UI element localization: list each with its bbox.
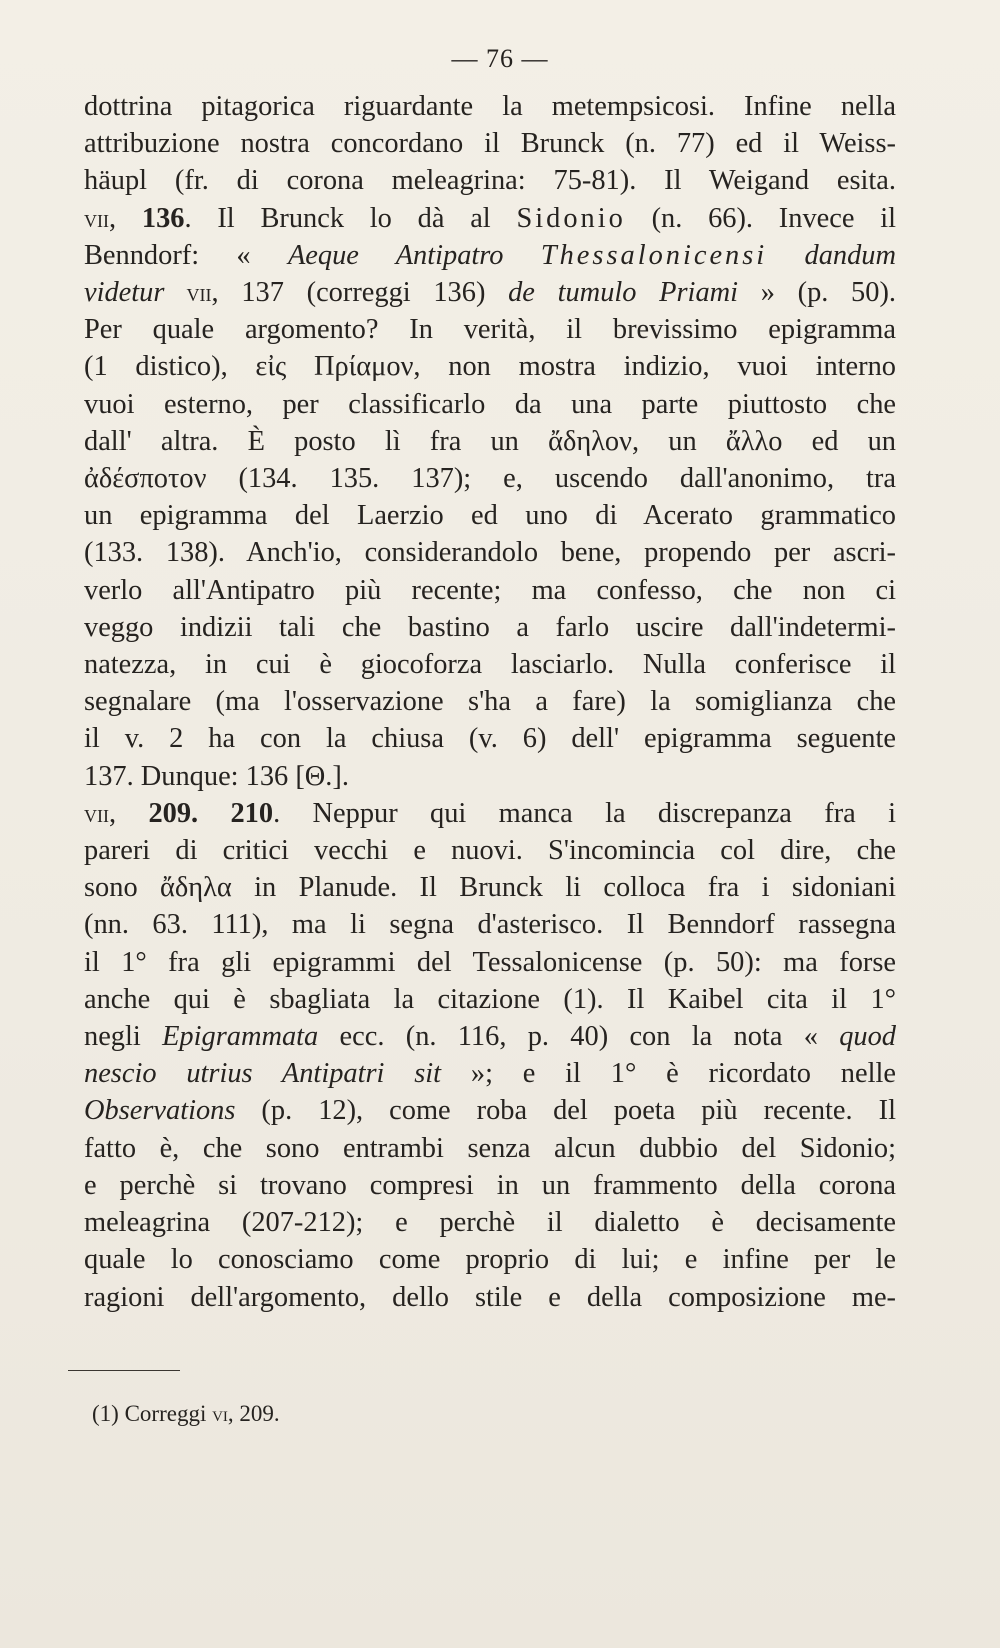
spaced-name: Sidonio <box>516 202 626 234</box>
text-line-epigram-136: vii, 136. Il Brunck lo dà al Sidonio (n. 66). Invece il <box>84 202 896 234</box>
text-line-quote: nescio utrius Antipatri sit »; e il 1° è ricordato nelle <box>84 1058 896 1090</box>
text-line: anche qui è sbagliata la citazione (1). Il Kaibel cita il 1° <box>84 983 896 1015</box>
text-line-quote-end: videtur vii, 137 (correggi 136) de tumulo Priami » (p. 50). <box>84 277 897 309</box>
book-numeral: vii <box>84 203 109 233</box>
footnote: (1) Correggi vi, 209. <box>92 1401 280 1426</box>
text-line: (1 distico), εἰς Πρίαμον, non mostra indizio, vuoi interno <box>84 351 896 383</box>
text-line: (nn. 63. 111), ma li segna d'asterisco. Il Benndorf rassegna <box>84 909 896 941</box>
epigram-number: 209. 210 <box>148 797 274 829</box>
text-line-epigram-209: vii, 209. 210. Neppur qui manca la discrepanza fra i <box>84 797 896 829</box>
text-line-quote-start: Benndorf: « Aeque Antipatro Thessalonicensi dandum <box>84 239 896 271</box>
text-line: un epigramma del Laerzio ed uno di Acerato grammatico <box>84 500 896 532</box>
text-line: segnalare (ma l'osservazione s'ha a fare) la somiglianza che <box>84 686 896 718</box>
text-line: fatto è, che sono entrambi senza alcun dubbio del Sidonio; <box>84 1132 896 1164</box>
text-line: dall' altra. È posto lì fra un ἄδηλον, un ἄλλο ed un <box>84 425 896 457</box>
book-numeral: vii <box>84 798 109 828</box>
footnote-divider <box>68 1370 180 1371</box>
text-line: dottrina pitagorica riguardante la metempsicosi. Infine nella <box>84 91 896 122</box>
epigram-number: 136 <box>141 202 185 234</box>
page-number: — 76 — <box>451 44 549 73</box>
text-line: meleagrina (207-212); e perchè il dialetto è decisamente <box>84 1207 896 1239</box>
text-line: vuoi esterno, per classificarlo da una parte piuttosto che <box>84 388 896 420</box>
text-line: e perchè si trovano compresi in un frammento della corona <box>84 1169 896 1201</box>
text-line: pareri di critici vecchi e nuovi. S'incomincia col dire, che <box>84 835 896 867</box>
text-line: quale lo conosciamo come proprio di lui; e infine per le <box>84 1244 896 1276</box>
text-line: veggo indizii tali che bastino a farlo uscire dall'indetermi- <box>84 611 896 643</box>
text-line: attribuzione nostra concordano il Brunck (n. 77) ed il Weiss- <box>84 128 896 160</box>
text-line: 137. Dunque: 136 [Θ.]. <box>84 760 349 792</box>
text-line: häupl (fr. di corona meleagrina: 75-81). Il Weigand esita. <box>84 165 896 197</box>
text-line: ἀδέσποτον (134. 135. 137); e, uscendo dall'anonimo, tra <box>84 463 896 495</box>
footnote-marker: (1) <box>92 1401 119 1426</box>
text-line-observations: Observations (p. 12), come roba del poeta più recente. Il <box>84 1095 896 1127</box>
text-line: sono ἄδηλα in Planude. Il Brunck li colloca fra i sidoniani <box>84 872 896 904</box>
text-line: (133. 138). Anch'io, considerandolo bene, propendo per ascri- <box>84 537 896 569</box>
text-line: natezza, in cui è giocoforza lasciarlo. Nulla conferisce il <box>84 649 896 681</box>
text-line: il v. 2 ha con la chiusa (v. 6) dell' epigramma seguente <box>84 723 896 755</box>
body-text <box>84 88 896 1316</box>
text-line: Per quale argomento? In verità, il brevissimo epigramma <box>84 314 896 346</box>
text-line: verlo all'Antipatro più recente; ma confesso, che non ci <box>84 574 896 606</box>
text-line-kaibel: negli Epigrammata ecc. (n. 116, p. 40) con la nota « quod <box>84 1021 896 1053</box>
text-line: il 1° fra gli epigrammi del Tessalonicense (p. 50): ma forse <box>84 946 896 978</box>
text-line: ragioni dell'argomento, dello stile e della composizione me- <box>84 1281 896 1313</box>
